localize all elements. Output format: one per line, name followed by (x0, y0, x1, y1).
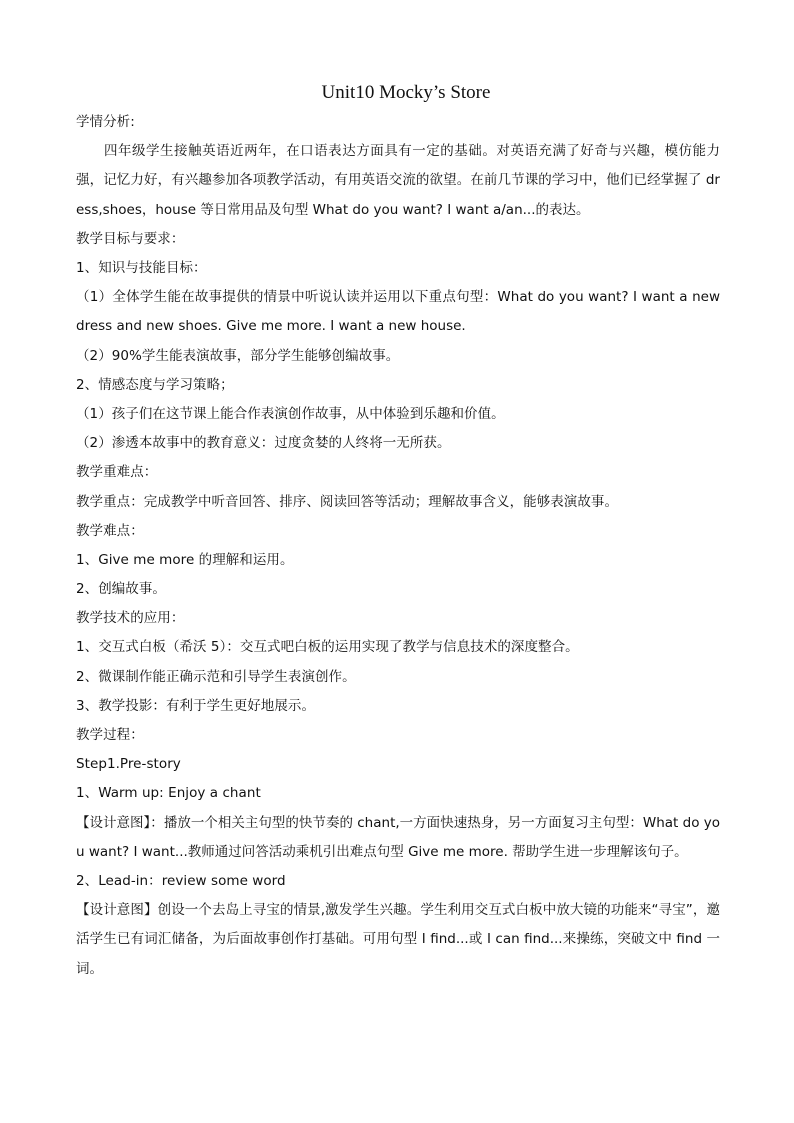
body-line: 2、Lead-in：review some word (76, 872, 286, 889)
body-line: 1、Warm up: Enjoy a chant (76, 785, 261, 802)
body-line: 1、交互式白板（希沃 5）：交互式吧白板的运用实现了教学与信息技术的深度整合。 (76, 639, 579, 656)
body-line: 2、创编故事。 (76, 581, 166, 598)
body-paragraph: （1）全体学生能在故事提供的情景中听说认读并运用以下重点句型：What do you want? I want a new dress and new shoes. Give me more. I want a new house. (76, 289, 720, 335)
body-paragraph: 【设计意图】：播放一个相关主句型的快节奏的 chant,一方面快速热身，另一方面复习主句型：What do you want? I want...教师通过问答活动乘机引出难点句型 Give me more. 帮助学生进一步理解该句子。 (76, 814, 720, 860)
body-paragraph: 四年级学生接触英语近两年，在口语表达方面具有一定的基础。对英语充满了好奇与兴趣，模仿能力强，记忆力好，有兴趣参加各项教学活动，有用英语交流的欲望。在前几节课的学习中，他们已经掌握了 dress,shoes，house 等日常用品及句型 What do you want? I want a/an...的表达。 (76, 143, 720, 218)
document-body (76, 108, 720, 984)
body-line: 2、微课制作能正确示范和引导学生表演创作。 (76, 668, 356, 685)
body-line: 3、教学投影：有利于学生更好地展示。 (76, 697, 315, 714)
document-title: Unit10 Mocky’s Store (321, 82, 491, 103)
body-line: 教学难点： (76, 522, 144, 539)
body-line: 学情分析: (76, 114, 135, 130)
body-line: 1、Give me more 的理解和运用。 (76, 551, 294, 568)
body-line: 教学重难点： (76, 464, 158, 481)
body-line: 教学目标与要求： (76, 230, 185, 247)
body-line: （1）孩子们在这节课上能合作表演创作故事，从中体验到乐趣和价值。 (76, 405, 505, 422)
body-line: （2）90%学生能表演故事，部分学生能够创编故事。 (76, 347, 400, 364)
body-line: 2、情感态度与学习策略； (76, 376, 234, 393)
body-line: 1、知识与技能目标： (76, 259, 207, 276)
body-line: Step1.Pre-story (76, 756, 181, 773)
body-paragraph: 【设计意图】创设一个去岛上寻宝的情景,激发学生兴趣。学生利用交互式白板中放大镜的功能来“寻宝”，邀活学生已有词汇储备，为后面故事创作打基础。可用句型 I find...或 I can find...来操练，突破文中 find 一词。 (76, 902, 720, 977)
body-line: 教学过程： (76, 727, 144, 744)
body-line: （2）渗透本故事中的教育意义：过度贪婪的人终将一无所获。 (76, 435, 451, 452)
body-line: 教学重点：完成教学中听音回答、排序、阅读回答等活动；理解故事含义，能够表演故事。 (76, 493, 618, 510)
document-page (76, 78, 720, 984)
body-line: 教学技术的应用： (76, 610, 185, 627)
